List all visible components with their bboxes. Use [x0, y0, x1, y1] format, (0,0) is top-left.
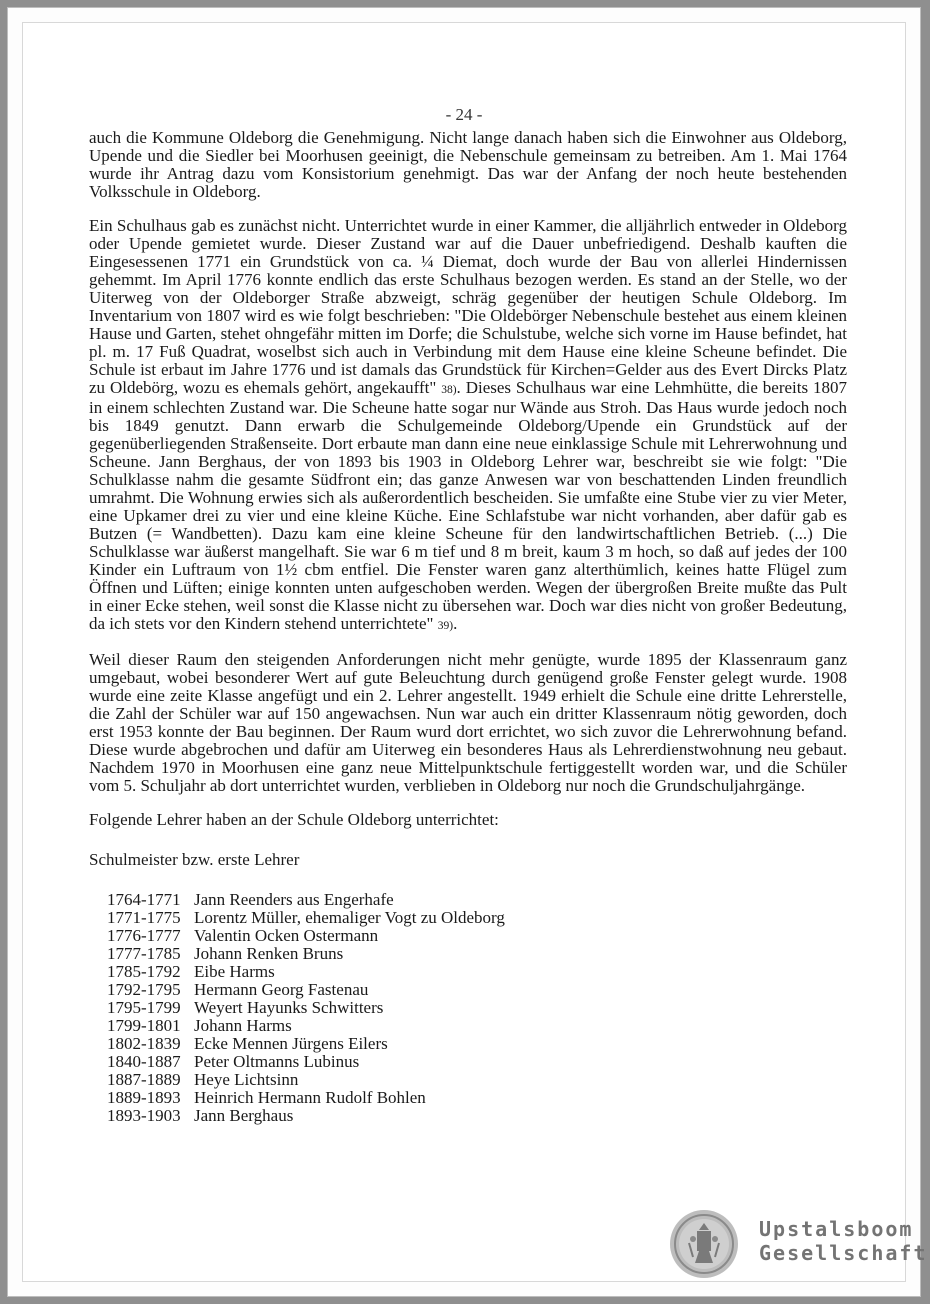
teacher-name: Jann Berghaus [194, 1106, 294, 1125]
teacher-name: Johann Harms [194, 1016, 292, 1035]
teacher-row [107, 1071, 847, 1089]
paragraph-2-part-a: Ein Schulhaus gab es zunächst nicht. Unterrichtet wurde in einer Kammer, die alljährlich entweder in Oldeborg oder Upende gemietet wurde. Dieser Zustand war auf die Dauer unbefriedigend. Deshalb kauften die Eingesessenen 1771 ein Grundstück von ca. ¼ Diemat, doch wurde der Bau von allerlei Hindernissen gehemmt. Im April 1776 konnte endlich das erste Schulhaus bezogen werden. Es stand an der Stelle, wo der Uiterweg von der Oldeborger Straße abzweigt, schräg gegenüber der heutigen Schule Oldeborg. Im Inventarium von 1807 wird es wie folgt beschrieben: "Die Oldebörger Nebenschule bestehet aus einem kleinen Hause und Garten, stehet ohngefähr mitten im Dorfe; die Schulstube, welche sich vorne im Hause befindet, hat pl. m. 17 Fuß Quadrat, woselbst sich auch in Verbindung mit dem Hause eine kleine Scheune befindet. Die Schule ist erbaut im Jahre 1776 und ist damals das Grundstück für Kirchen=Gelder aus des Evert Dircks Platz zu Oldebörg, wozu es ehemals gehört, angekaufft" [89, 216, 847, 397]
footnote-ref-39: 39) [437, 620, 454, 632]
society-name-line2: Gesellschaft [759, 1241, 928, 1265]
teacher-row [107, 1035, 847, 1053]
society-logo [669, 1209, 928, 1289]
teachers-heading: Schulmeister bzw. erste Lehrer [89, 850, 300, 869]
teacher-row [107, 963, 847, 981]
teacher-row [107, 927, 847, 945]
paragraph-1: auch die Kommune Oldeborg die Genehmigung. Nicht lange danach haben sich die Einwohner aus Oldeborg, Upende und die Siedler bei Moorhusen geeinigt, die Nebenschule gemeinsam zu betreiben. Am 1. Mai 1764 wurde ihr Antrag dazu vom Konsistorium genehmigt. Das war der Anfang der noch heute bestehenden Volksschule in Oldeborg. [89, 128, 847, 201]
page-number: - 24 - [445, 105, 483, 124]
society-name-line1: Upstalsboom [759, 1217, 914, 1241]
page-frame [8, 8, 928, 1296]
teacher-years: 1889-1893 [107, 1088, 181, 1107]
teacher-row [107, 891, 847, 909]
society-name [759, 1217, 928, 1265]
teacher-name: Heinrich Hermann Rudolf Bohlen [194, 1088, 426, 1107]
teacher-name: Weyert Hayunks Schwitters [194, 998, 384, 1017]
paragraph-2-part-c: . [453, 614, 458, 633]
teacher-years: 1840-1887 [107, 1052, 181, 1071]
teacher-row [107, 945, 847, 963]
teacher-row [107, 999, 847, 1017]
teacher-years: 1887-1889 [107, 1070, 181, 1089]
teacher-years: 1792-1795 [107, 980, 181, 999]
teacher-name: Peter Oltmanns Lubinus [194, 1052, 360, 1071]
body-text [89, 129, 847, 1125]
teacher-years: 1776-1777 [107, 926, 181, 945]
teacher-years: 1771-1775 [107, 908, 181, 927]
teacher-row [107, 981, 847, 999]
teacher-row [107, 1053, 847, 1071]
teacher-years: 1795-1799 [107, 998, 181, 1017]
teacher-name: Johann Renken Bruns [194, 944, 344, 963]
teacher-name: Heye Lichtsinn [194, 1070, 299, 1089]
teacher-name: Eibe Harms [194, 962, 275, 981]
teacher-years: 1777-1785 [107, 944, 181, 963]
teacher-list [107, 891, 847, 1125]
paragraph-2-part-b: . Dieses Schulhaus war eine Lehmhütte, die bereits 1807 in einem schlechten Zustand war. Die Scheune hatte sogar nur Wände aus Stroh. Das Haus wurde jedoch noch bis 1849 genutzt. Dann erwarb die Schulgemeinde Oldeborg/Upende ein Grundstück auf der gegenüberliegenden Straßenseite. Dort erbaute man dann eine neue einklassige Schule mit Lehrerwohnung und Scheune. Jann Berghaus, der von 1893 bis 1903 in Oldeborg Lehrer war, beschreibt sie wie folgt: "Die Schulklasse nahm die gesamte Südfront ein; das ganze Anwesen war von beschattenden Linden freundlich umrahmt. Die Wohnung erwies sich als außerordentlich bescheiden. Sie umfaßte eine Stube vier zu vier Meter, eine Upkamer drei zu vier und eine kleine Küche. Eine Schlafstube war nicht vorhanden, aber dafür gab es Butzen (= Wandbetten). Dazu kam eine kleine Scheune für den landwirtschaftlichen Betrieb. (...) Die Schulklasse war äußerst mangelhaft. Sie war 6 m tief und 8 m breit, kaum 3 m hoch, so daß auf jedes der 100 Kinder ein Luftraum von 1½ cbm entfiel. Die Fenster waren ganz alterthümlich, keines hatte Flügel zum Öffnen und Lüften; einige konnten unten aufgeschoben werden. Wegen der übergroßen Breite mußte das Pult in einer Ecke stehen, weil sonst die Klasse nicht zu übersehen war. Doch war dies nicht von großer Bedeutung, da ich stets vor den Kindern stehend unterrichtete" [89, 378, 848, 633]
paragraph-3: Weil dieser Raum den steigenden Anforderungen nicht mehr genügte, wurde 1895 der Klassenraum ganz umgebaut, wobei besonderer Wert auf gute Beleuchtung durch genügend große Fenster gelegt wurde. 1908 wurde eine zeite Klasse angefügt und ein 2. Lehrer angestellt. 1949 erhielt die Schule eine dritte Lehrerstelle, die Zahl der Schüler war auf 150 angewachsen. Nun war auch ein dritter Klassenraum nötig geworden, doch erst 1953 konnte der Bau beginnen. Der Raum wurd dort errichtet, wo sich zuvor die Lehrerwohnung befand. Diese wurde abgebrochen und dafür am Uiterweg ein besonderes Haus als Lehrerdienstwohnung neu gebaut. Nachdem 1970 in Moorhusen eine ganz neue Mittelpunktschule fertiggestellt worden war, und die Schüler vom 5. Schuljahr ab dort unterrichtet wurden, verblieben in Oldeborg nur noch die Grundschuljahrgänge. [89, 650, 847, 795]
teacher-years: 1802-1839 [107, 1034, 181, 1053]
teacher-row [107, 1107, 847, 1125]
document-page [22, 22, 928, 1282]
teacher-years: 1799-1801 [107, 1016, 181, 1035]
teacher-name: Jann Reenders aus Engerhafe [194, 890, 394, 909]
teacher-name: Ecke Mennen Jürgens Eilers [194, 1034, 388, 1053]
teacher-years: 1764-1771 [107, 890, 181, 909]
teacher-row [107, 1089, 847, 1107]
teacher-years: 1785-1792 [107, 962, 181, 981]
teacher-name: Valentin Ocken Ostermann [194, 926, 379, 945]
teacher-row [107, 1017, 847, 1035]
footnote-ref-38: 38) [441, 384, 457, 396]
teacher-years: 1893-1903 [107, 1106, 181, 1125]
paragraph-2 [89, 217, 847, 635]
upstalsboom-seal-icon [669, 1209, 739, 1279]
teacher-name: Hermann Georg Fastenau [194, 980, 369, 999]
teacher-row [107, 909, 847, 927]
teacher-name: Lorentz Müller, ehemaliger Vogt zu Oldeborg [194, 908, 505, 927]
teachers-intro: Folgende Lehrer haben an der Schule Oldeborg unterrichtet: [89, 810, 499, 829]
